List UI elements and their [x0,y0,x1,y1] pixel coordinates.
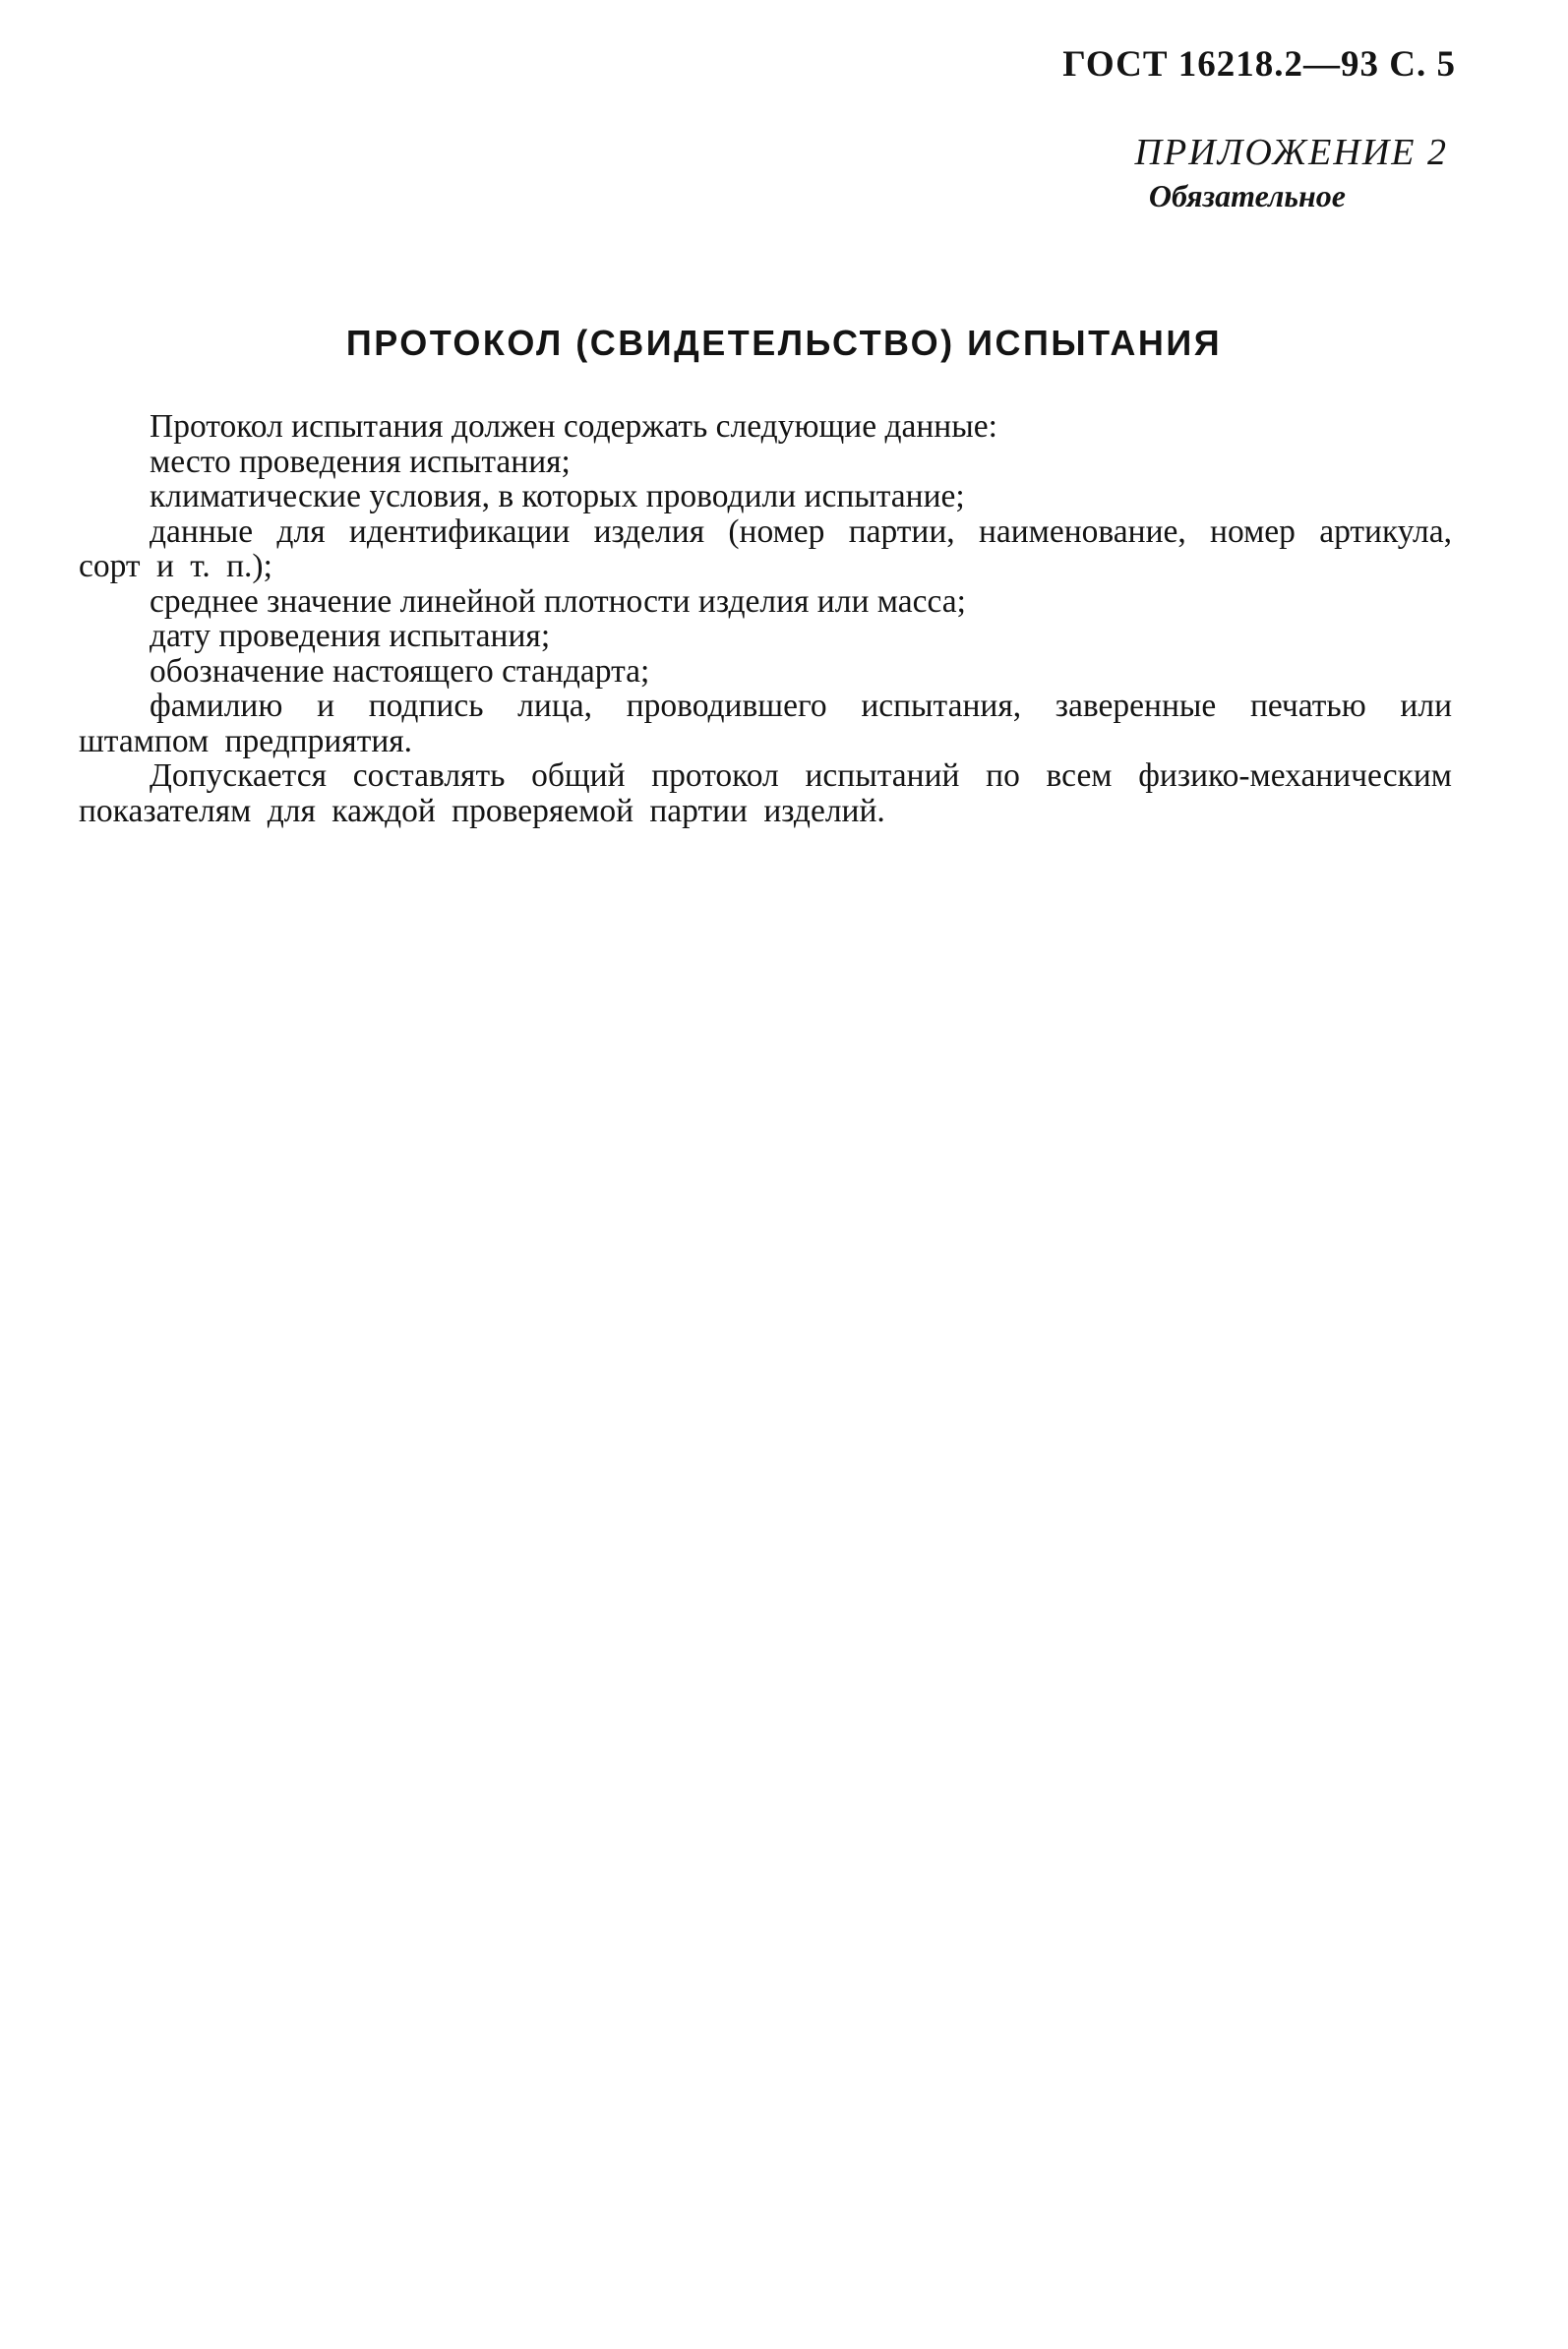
page-header-standard-ref: ГОСТ 16218.2—93 С. 5 [1062,44,1456,85]
list-item: обозначение настоящего стандарта; [150,652,650,690]
appendix-block [1135,133,1448,214]
appendix-title: ПРИЛОЖЕНИЕ 2 [1134,132,1448,173]
list-item: место проведения испытания; [150,443,571,480]
intro-paragraph: Протокол испытания должен содержать следующие данные: [150,408,997,445]
document-body [79,409,1452,828]
list-item: фамилию и подпись лица, проводившего испытания, заверенные печатью или штампом предприятия. [79,688,1452,759]
list-item: среднее значение линейной плотности изделия или масса; [150,582,966,620]
list-item: дату проведения испытания; [150,618,551,654]
document-title: ПРОТОКОЛ (СВИДЕТЕЛЬСТВО) ИСПЫТАНИЯ [345,323,1223,363]
closing-paragraph: Допускается составлять общий протокол испытаний по всем физико-механическим показателям для каждой проверяемой партии изделий. [79,757,1452,829]
appendix-status: Обязательное [1148,177,1346,213]
list-item: данные для идентификации изделия (номер партии, наименование, номер артикула, сорт и т. п.); [79,512,1452,584]
list-item: климатические условия, в которых проводили испытание; [150,478,965,514]
